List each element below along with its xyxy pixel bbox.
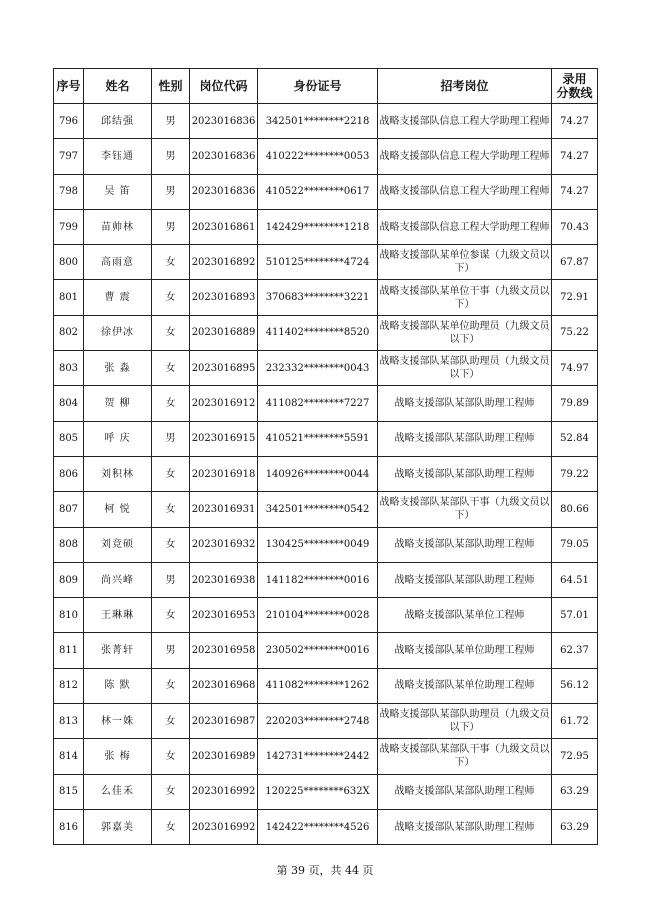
cell-position: 战略支援部队某部队助理工程师 [378,527,552,562]
cell-seq: 796 [54,104,84,139]
cell-position: 战略支援部队某单位助理员（九级文员以下） [378,315,552,350]
cell-score: 56.12 [552,668,598,703]
roster-table [53,68,598,845]
cell-position: 战略支援部队信息工程大学助理工程师 [378,104,552,139]
cell-position: 战略支援部队某部队助理工程师 [378,386,552,421]
cell-gender: 女 [152,492,190,527]
cell-gender: 女 [152,386,190,421]
cell-seq: 797 [54,139,84,174]
table-row [54,598,598,633]
cell-score: 67.87 [552,245,598,280]
cell-score: 74.27 [552,104,598,139]
cell-code: 2023016915 [190,421,258,456]
cell-name: 柯 悦 [84,492,152,527]
cell-name: 高雨意 [84,245,152,280]
cell-score: 63.29 [552,774,598,809]
cell-seq: 810 [54,598,84,633]
table-row [54,315,598,350]
cell-name: 张菁轩 [84,633,152,668]
cell-code: 2023016836 [190,104,258,139]
cell-seq: 814 [54,739,84,774]
table-row [54,668,598,703]
cell-gender: 男 [152,562,190,597]
table-row [54,104,598,139]
cell-position: 战略支援部队某单位助理工程师 [378,668,552,703]
cell-id: 342501********0542 [258,492,378,527]
table-row [54,809,598,844]
cell-seq: 811 [54,633,84,668]
cell-score: 61.72 [552,704,598,739]
cell-score: 80.66 [552,492,598,527]
header-score [552,69,598,104]
cell-name: 贺 柳 [84,386,152,421]
cell-code: 2023016918 [190,456,258,491]
cell-gender: 女 [152,668,190,703]
cell-seq: 798 [54,174,84,209]
cell-id: 210104********0028 [258,598,378,633]
header-position: 招考岗位 [378,69,552,104]
header-id: 身份证号 [258,69,378,104]
table-row [54,386,598,421]
header-seq: 序号 [54,69,84,104]
table-row [54,633,598,668]
cell-score: 72.95 [552,739,598,774]
cell-position: 战略支援部队某单位干事（九级文员以下） [378,280,552,315]
cell-code: 2023016889 [190,315,258,350]
cell-seq: 801 [54,280,84,315]
cell-seq: 806 [54,456,84,491]
cell-id: 411402********8520 [258,315,378,350]
cell-name: 么佳禾 [84,774,152,809]
header-score-line1: 录用 [562,72,587,86]
cell-id: 140926********0044 [258,456,378,491]
cell-code: 2023016968 [190,668,258,703]
cell-position: 战略支援部队某部队助理工程师 [378,774,552,809]
cell-name: 曹 震 [84,280,152,315]
cell-score: 72.91 [552,280,598,315]
cell-gender: 女 [152,527,190,562]
cell-position: 战略支援部队某单位参谋（九级文员以下） [378,245,552,280]
cell-gender: 男 [152,104,190,139]
cell-gender: 女 [152,774,190,809]
cell-id: 411082********7227 [258,386,378,421]
cell-id: 230502********0016 [258,633,378,668]
cell-score: 74.27 [552,174,598,209]
cell-position: 战略支援部队某部队助理工程师 [378,456,552,491]
table-row [54,351,598,386]
cell-position: 战略支援部队某部队助理工程师 [378,421,552,456]
cell-code: 2023016892 [190,245,258,280]
cell-code: 2023016895 [190,351,258,386]
cell-id: 142429********1218 [258,209,378,244]
cell-name: 张 淼 [84,351,152,386]
cell-gender: 女 [152,351,190,386]
cell-name: 郭嘉美 [84,809,152,844]
cell-code: 2023016836 [190,174,258,209]
cell-seq: 809 [54,562,84,597]
cell-code: 2023016958 [190,633,258,668]
cell-id: 141182********0016 [258,562,378,597]
table-row [54,245,598,280]
cell-name: 张 梅 [84,739,152,774]
cell-id: 130425********0049 [258,527,378,562]
cell-name: 刘竞硕 [84,527,152,562]
cell-seq: 802 [54,315,84,350]
cell-seq: 813 [54,704,84,739]
cell-position: 战略支援部队信息工程大学助理工程师 [378,174,552,209]
cell-score: 75.22 [552,315,598,350]
cell-name: 呼 庆 [84,421,152,456]
page-footer: 第 39 页，共 44 页 [276,864,374,877]
cell-score: 62.37 [552,633,598,668]
cell-score: 70.43 [552,209,598,244]
cell-gender: 男 [152,139,190,174]
table-row [54,174,598,209]
header-row [54,69,598,104]
cell-name: 陈 默 [84,668,152,703]
cell-score: 74.97 [552,351,598,386]
cell-name: 徐伊冰 [84,315,152,350]
cell-name: 李钰通 [84,139,152,174]
cell-score: 79.22 [552,456,598,491]
cell-position: 战略支援部队某部队助理工程师 [378,562,552,597]
cell-name: 苗帅林 [84,209,152,244]
cell-name: 林一姝 [84,704,152,739]
cell-score: 79.05 [552,527,598,562]
cell-score: 52.84 [552,421,598,456]
cell-id: 342501********2218 [258,104,378,139]
cell-code: 2023016931 [190,492,258,527]
cell-code: 2023016953 [190,598,258,633]
table-row [54,774,598,809]
table-row [54,456,598,491]
cell-code: 2023016989 [190,739,258,774]
table-row [54,492,598,527]
cell-position: 战略支援部队某部队干事（九级文员以下） [378,739,552,774]
table-row [54,739,598,774]
cell-position: 战略支援部队信息工程大学助理工程师 [378,139,552,174]
cell-name: 吴 笛 [84,174,152,209]
cell-id: 232332********0043 [258,351,378,386]
cell-id: 410521********5591 [258,421,378,456]
cell-id: 411082********1262 [258,668,378,703]
table-row [54,280,598,315]
cell-gender: 女 [152,739,190,774]
cell-code: 2023016938 [190,562,258,597]
cell-code: 2023016932 [190,527,258,562]
cell-gender: 男 [152,209,190,244]
cell-id: 510125********4724 [258,245,378,280]
cell-seq: 800 [54,245,84,280]
cell-code: 2023016861 [190,209,258,244]
cell-gender: 女 [152,704,190,739]
cell-id: 410522********0617 [258,174,378,209]
cell-seq: 804 [54,386,84,421]
cell-code: 2023016992 [190,809,258,844]
cell-id: 120225********632X [258,774,378,809]
cell-id: 142422********4526 [258,809,378,844]
cell-gender: 女 [152,245,190,280]
cell-code: 2023016987 [190,704,258,739]
cell-seq: 807 [54,492,84,527]
table-row [54,562,598,597]
cell-gender: 男 [152,421,190,456]
cell-position: 战略支援部队某单位助理工程师 [378,633,552,668]
cell-seq: 812 [54,668,84,703]
cell-code: 2023016992 [190,774,258,809]
cell-gender: 女 [152,809,190,844]
cell-position: 战略支援部队某部队助理员（九级文员以下） [378,704,552,739]
cell-name: 刘积林 [84,456,152,491]
cell-seq: 816 [54,809,84,844]
header-name: 姓名 [84,69,152,104]
table-row [54,704,598,739]
cell-score: 57.01 [552,598,598,633]
cell-seq: 805 [54,421,84,456]
table-row [54,139,598,174]
cell-seq: 803 [54,351,84,386]
header-gender: 性别 [152,69,190,104]
cell-gender: 女 [152,280,190,315]
cell-gender: 男 [152,174,190,209]
cell-seq: 799 [54,209,84,244]
cell-score: 74.27 [552,139,598,174]
table-row [54,421,598,456]
cell-position: 战略支援部队某部队干事（九级文员以下） [378,492,552,527]
cell-code: 2023016836 [190,139,258,174]
cell-id: 410222********0053 [258,139,378,174]
cell-seq: 808 [54,527,84,562]
cell-id: 142731********2442 [258,739,378,774]
cell-name: 尚兴峰 [84,562,152,597]
table-row [54,209,598,244]
cell-code: 2023016912 [190,386,258,421]
cell-score: 64.51 [552,562,598,597]
cell-gender: 女 [152,315,190,350]
cell-position: 战略支援部队某部队助理工程师 [378,809,552,844]
cell-position: 战略支援部队某单位工程师 [378,598,552,633]
cell-score: 79.89 [552,386,598,421]
header-score-line2: 分数线 [556,86,593,100]
cell-position: 战略支援部队某部队助理员（九级文员以下） [378,351,552,386]
table-row [54,527,598,562]
cell-name: 邱结强 [84,104,152,139]
cell-name: 王琳琳 [84,598,152,633]
cell-id: 220203********2748 [258,704,378,739]
cell-gender: 男 [152,633,190,668]
cell-gender: 女 [152,598,190,633]
cell-gender: 女 [152,456,190,491]
cell-score: 63.29 [552,809,598,844]
cell-position: 战略支援部队信息工程大学助理工程师 [378,209,552,244]
cell-code: 2023016893 [190,280,258,315]
cell-seq: 815 [54,774,84,809]
header-code: 岗位代码 [190,69,258,104]
cell-id: 370683********3221 [258,280,378,315]
